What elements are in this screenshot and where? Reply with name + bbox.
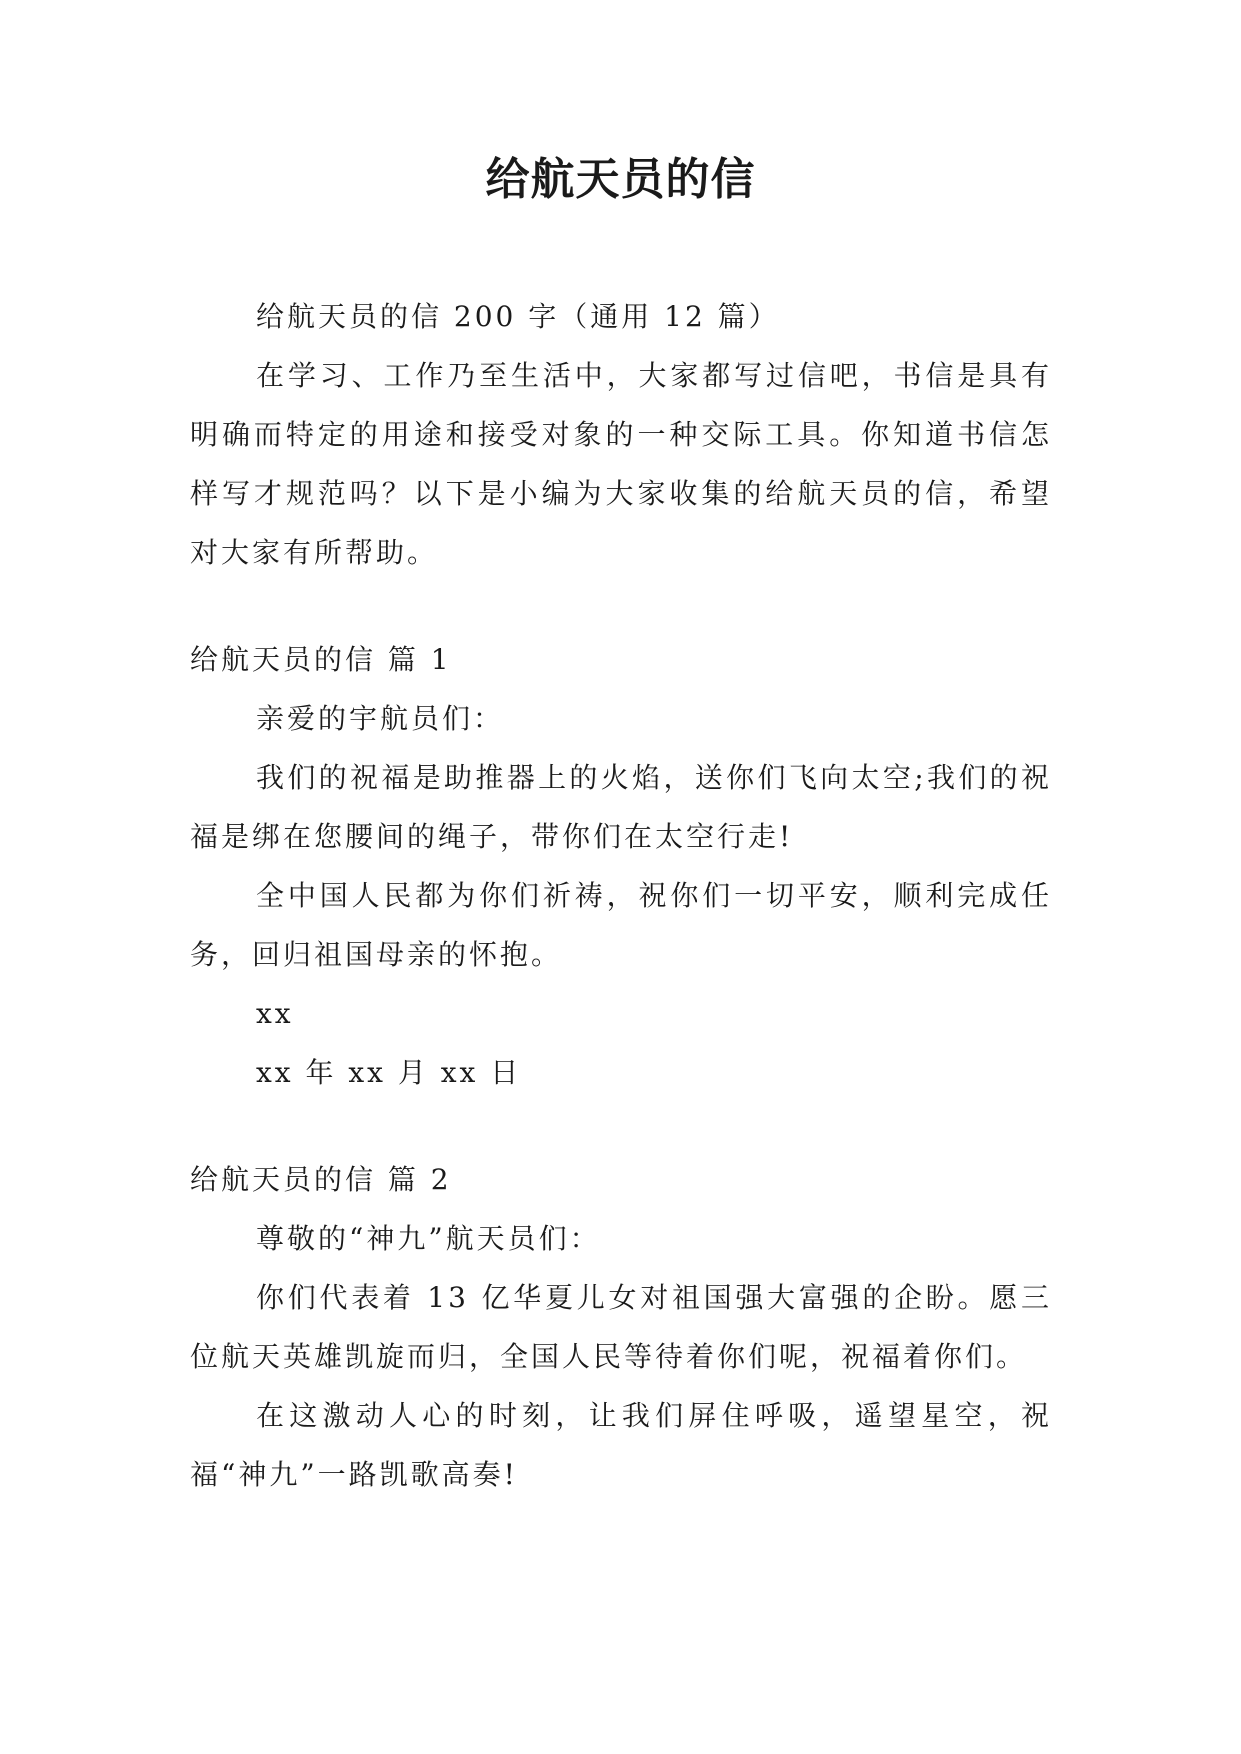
document-body — [190, 287, 1052, 1504]
intro-subtitle: 给航天员的信 200 字（通用 12 篇） — [256, 300, 780, 333]
section-2-heading: 给航天员的信 篇 2 — [190, 1163, 452, 1196]
section-1-paragraph-1: 我们的祝福是助推器上的火焰，送你们飞向太空;我们的祝福是绑在您腰间的绳子，带你们在太空行走! — [190, 761, 1052, 853]
section-1-heading: 给航天员的信 篇 1 — [190, 643, 452, 676]
section-1-date: xx 年 xx 月 xx 日 — [256, 1056, 522, 1089]
section-2-paragraph-1: 你们代表着 13 亿华夏儿女对祖国强大富强的企盼。愿三位航天英雄凯旋而归，全国人民等待着你们呢，祝福着你们。 — [190, 1281, 1052, 1373]
section-2-paragraph-2: 在这激动人心的时刻，让我们屏住呼吸，遥望星空，祝福“神九”一路凯歌高奏! — [190, 1399, 1052, 1491]
intro-paragraph: 在学习、工作乃至生活中，大家都写过信吧，书信是具有明确而特定的用途和接受对象的一种交际工具。你知道书信怎样写才规范吗？以下是小编为大家收集的给航天员的信，希望对大家有所帮助。 — [190, 359, 1052, 569]
section-2-greeting: 尊敬的“神九”航天员们： — [256, 1222, 601, 1255]
section-1-signature: xx — [256, 997, 294, 1030]
section-spacer — [190, 582, 1052, 630]
section-spacer — [190, 1102, 1052, 1150]
document-title: 给航天员的信 — [485, 154, 756, 205]
section-1-paragraph-2: 全中国人民都为你们祈祷，祝你们一切平安，顺利完成任务，回归祖国母亲的怀抱。 — [190, 879, 1052, 971]
section-1-greeting: 亲爱的宇航员们： — [256, 702, 505, 735]
